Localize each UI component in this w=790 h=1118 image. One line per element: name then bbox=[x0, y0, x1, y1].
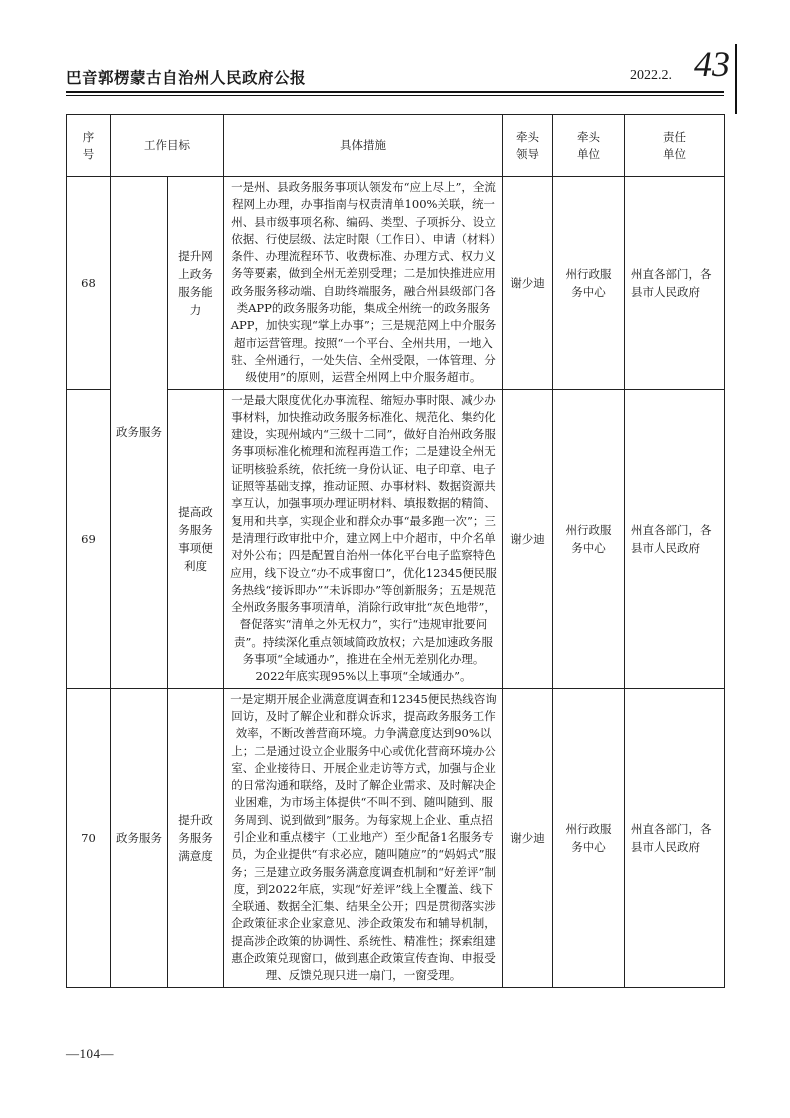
header-vertical-rule bbox=[735, 44, 737, 114]
responsible-unit: 州直各部门，各县市人民政府 bbox=[625, 389, 725, 688]
col-header-measures: 具体措施 bbox=[224, 115, 503, 177]
lead-leader: 谢少迪 bbox=[503, 177, 553, 390]
row-number: 68 bbox=[67, 177, 111, 390]
issue-date: 2022.2. bbox=[630, 68, 672, 83]
col-header-goal: 工作目标 bbox=[111, 115, 224, 177]
work-table bbox=[66, 114, 725, 988]
header-rule-thin bbox=[66, 95, 724, 96]
page-number: —104— bbox=[66, 1046, 114, 1061]
row-number: 69 bbox=[67, 389, 111, 688]
header-rule bbox=[66, 91, 724, 93]
issue-number: 43 bbox=[694, 44, 730, 84]
responsible-unit: 州直各部门，各县市人民政府 bbox=[625, 177, 725, 390]
measures-text: 一是定期开展企业满意度调查和12345便民热线咨询回访，及时了解企业和群众诉求，提高政务服务工作效率，不断改善营商环境。力争满意度达到90%以上；二是通过设立企业服务中心或优化营商环境办公室、企业接待日、开展企业走访等方式，加强与企业的日常沟通和联络，及时了解企业需求、及时解决企业困难，为市场主体提供“不叫不到、随叫随到、服务周到、说到做到”服务。为每家规上企业、重点招引企业和重点楼宇（工业地产）至少配备1名服务专员，为企业提供“有求必应，随叫随应”的“妈妈式”服务；三是建立政务服务满意度调查机制和“好差评”制度，到2022年底，实现“好差评”线上全覆盖、线下全联通、数据全汇集、结果全公开；四是贯彻落实涉企政策征求企业家意见、涉企政策发布和辅导机制，提高涉企政策的协调性、系统性、精准性；探索组建惠企政策兑现窗口，做到惠企政策宣传查询、申报受理、反馈兑现只进一扇门，一窗受理。 bbox=[224, 688, 503, 987]
table-header-row bbox=[67, 115, 725, 177]
lead-leader: 谢少迪 bbox=[503, 688, 553, 987]
goal-subcategory: 提升网上政务服务能力 bbox=[168, 177, 224, 390]
gazette-title: 巴音郭楞蒙古自治州人民政府公报 bbox=[66, 69, 307, 87]
measures-text: 一是州、县政务服务事项认领发布“应上尽上”，全流程网上办理，办事指南与权责清单100%关联，统一州、县市级事项名称、编码、类型、子项拆分、设立依据、行使层级、法定时限（工作日）、申请（材料）条件、办理流程环节、收费标准、办理方式、权力义务等要素，做到全州无差别受理；二是加快推进应用政务服务移动端、自助终端服务，融合州县级部门各类APP的政务服务功能，集成全州统一的政务服务APP，加快实现“掌上办事”；三是规范网上中介服务超市运营管理。按照“一个平台、全州共用，一地入驻、全州通行，一处失信、全州受限，一体管理、分级使用”的原则，运营全州网上中介服务超市。 bbox=[224, 177, 503, 390]
lead-unit: 州行政服务中心 bbox=[553, 389, 625, 688]
col-header-responsible: 责任单位 bbox=[625, 115, 725, 177]
measures-text: 一是最大限度优化办事流程、缩短办事时限、减少办事材料，加快推动政务服务标准化、规范化、集约化建设，实现州域内“三级十二同”，做好自治州政务服务事项标准化梳理和流程再造工作；二是建设全州无证明核验系统，依托统一身份认证、电子印章、电子证照等基础支撑，推动证照、办事材料、数据资源共享互认，加强事项办理证明材料、填报数据的精简、复用和共享，实现企业和群众办事“最多跑一次”；三是清理行政审批中介，建立网上中介超市，中介名单对外公布；四是配置自治州一体化平台电子监察特色应用，线下设立“办不成事窗口”，优化12345便民服务热线“接诉即办”“未诉即办”等创新服务；五是规范全州政务服务事项清单，消除行政审批“灰色地带”，督促落实“清单之外无权力”，实行“违规审批要问责”。持续深化重点领域简政放权；六是加速政务服务事项“全域通办”，推进在全州无差别化办理。2022年底实现95%以上事项“全域通办”。 bbox=[224, 389, 503, 688]
goal-category: 政务服务 bbox=[111, 177, 168, 689]
col-header-no: 序号 bbox=[67, 115, 111, 177]
col-header-leader: 牵头领导 bbox=[503, 115, 553, 177]
lead-unit: 州行政服务中心 bbox=[553, 177, 625, 390]
lead-leader: 谢少迪 bbox=[503, 389, 553, 688]
lead-unit: 州行政服务中心 bbox=[553, 688, 625, 987]
table-row bbox=[67, 688, 725, 987]
goal-subcategory: 提升政务服务满意度 bbox=[168, 688, 224, 987]
row-number: 70 bbox=[67, 688, 111, 987]
table-row bbox=[67, 177, 725, 390]
goal-category: 政务服务 bbox=[111, 688, 168, 987]
responsible-unit: 州直各部门，各县市人民政府 bbox=[625, 688, 725, 987]
col-header-unit: 牵头单位 bbox=[553, 115, 625, 177]
goal-subcategory: 提高政务服务事项便利度 bbox=[168, 389, 224, 688]
